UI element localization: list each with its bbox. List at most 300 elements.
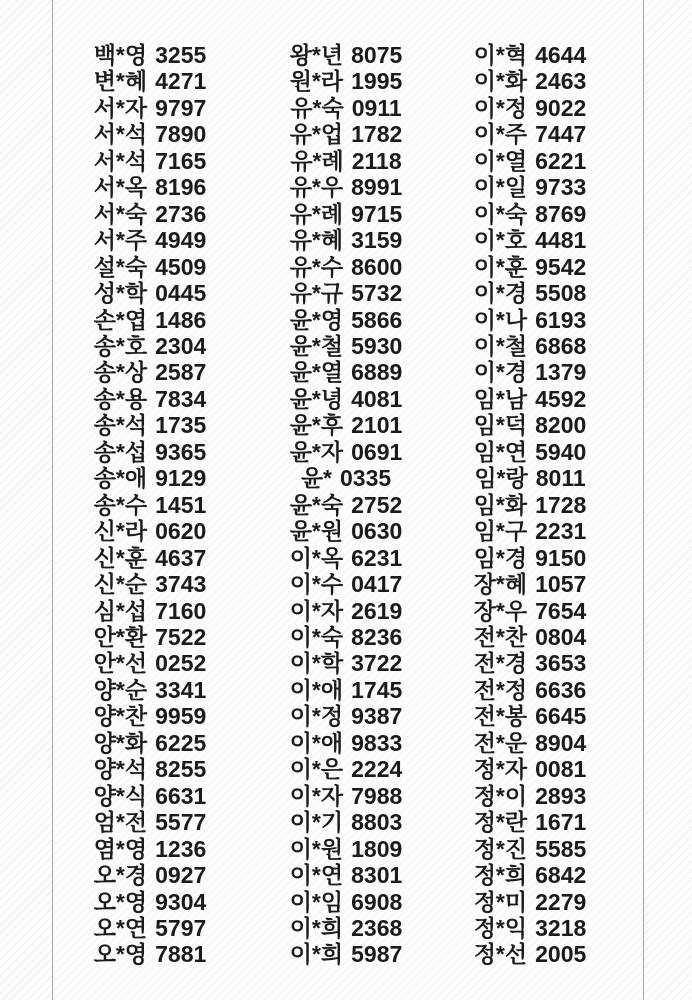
list-item: [60, 386, 240, 412]
masked-name: 정*선: [473, 941, 528, 968]
list-item: [256, 227, 436, 253]
list-item: [440, 95, 620, 121]
winner-number: 4949: [155, 227, 207, 254]
winner-number: 9797: [155, 94, 207, 121]
winner-number: 0417: [351, 571, 403, 598]
list-item: [256, 174, 436, 200]
masked-name: 이*화: [473, 68, 528, 95]
winner-number: 0911: [351, 94, 402, 121]
winner-number: 6631: [155, 782, 207, 809]
winner-number: 4271: [155, 68, 207, 95]
list-item: [256, 545, 436, 571]
masked-name: 전*봉: [473, 703, 528, 730]
masked-name: 서*주: [93, 227, 148, 254]
list-item: [256, 333, 436, 359]
list-item: [440, 201, 620, 227]
list-item: [440, 307, 620, 333]
list-item: [256, 677, 436, 703]
list-item: [256, 95, 436, 121]
list-item: [440, 650, 620, 676]
list-item: [256, 439, 436, 465]
masked-name: 윤*열: [289, 359, 344, 386]
winner-number: 2118: [351, 147, 402, 174]
winner-number: 4081: [351, 385, 403, 412]
list-item: [440, 756, 620, 782]
left-margin-texture: [0, 0, 52, 1000]
list-item: [256, 492, 436, 518]
winner-number: 6842: [535, 862, 587, 889]
masked-name: 임*화: [473, 491, 528, 518]
winner-number: 2224: [351, 756, 403, 783]
winner-number: 5577: [155, 809, 207, 836]
masked-name: 안*환: [93, 623, 148, 650]
list-item: [60, 412, 240, 438]
winner-number: 9387: [351, 703, 403, 730]
masked-name: 정*자: [473, 756, 528, 783]
masked-name: 안*선: [93, 650, 148, 677]
masked-name: 전*찬: [473, 623, 528, 650]
winner-number: 7160: [155, 597, 207, 624]
winner-number: 3722: [351, 650, 403, 677]
winner-number: 8236: [351, 623, 403, 650]
masked-name: 이*원: [289, 835, 344, 862]
masked-name: 유*업: [289, 121, 344, 148]
winners-column-3: [440, 42, 620, 968]
winner-number: 8600: [351, 253, 403, 280]
masked-name: 이*희: [289, 941, 344, 968]
list-item: [60, 703, 240, 729]
masked-name: 이*옥: [289, 544, 344, 571]
list-item: [256, 756, 436, 782]
list-item: [60, 95, 240, 121]
winner-number: 0804: [535, 623, 587, 650]
list-item: [60, 492, 240, 518]
list-item: [256, 254, 436, 280]
masked-name: 이*정: [289, 703, 344, 730]
winner-number: 6636: [535, 676, 587, 703]
winner-number: 8075: [351, 42, 403, 68]
masked-name: 오*영: [93, 888, 148, 915]
winner-number: 1486: [155, 306, 207, 333]
list-item: [60, 68, 240, 94]
list-item: [256, 783, 436, 809]
winner-number: 1809: [351, 835, 403, 862]
list-item: [440, 545, 620, 571]
masked-name: 이*경: [473, 280, 528, 307]
winner-number: 0691: [351, 438, 403, 465]
winner-number: 2368: [351, 914, 403, 941]
masked-name: 염*영: [93, 835, 148, 862]
masked-name: 윤*후: [289, 412, 344, 439]
list-item: [440, 862, 620, 888]
masked-name: 양*순: [93, 676, 148, 703]
list-item: [440, 492, 620, 518]
list-item: [60, 254, 240, 280]
winner-number: 1379: [535, 359, 587, 386]
masked-name: 유*수: [289, 253, 344, 280]
winner-number: 6225: [155, 729, 207, 756]
masked-name: 손*엽: [93, 306, 148, 333]
masked-name: 이*은: [289, 756, 344, 783]
masked-name: 원*라: [289, 68, 344, 95]
list-item: [256, 42, 436, 68]
list-item: [256, 836, 436, 862]
list-item: [256, 862, 436, 888]
masked-name: 신*라: [93, 518, 148, 545]
list-item: [440, 703, 620, 729]
winner-number: 6908: [351, 888, 403, 915]
masked-name: 윤*원: [289, 518, 344, 545]
masked-name: 정*이: [473, 782, 528, 809]
winner-number: 4509: [155, 253, 207, 280]
masked-name: 이*철: [473, 332, 528, 359]
masked-name: 전*정: [473, 676, 528, 703]
winner-number: 5508: [535, 280, 587, 307]
winner-number: 8196: [155, 174, 207, 201]
winner-number: 9833: [351, 729, 403, 756]
list-item: [440, 227, 620, 253]
winner-number: 3743: [155, 571, 207, 598]
list-item: [440, 280, 620, 306]
list-item: [60, 174, 240, 200]
masked-name: 양*식: [93, 782, 148, 809]
list-item: [440, 730, 620, 756]
list-item: [256, 571, 436, 597]
list-item: [256, 307, 436, 333]
masked-name: 성*학: [93, 280, 148, 307]
winners-column-1: [60, 42, 240, 968]
list-item: [440, 915, 620, 941]
list-item: [256, 280, 436, 306]
masked-name: 왕*년: [289, 42, 344, 68]
winner-number: 5940: [535, 438, 587, 465]
list-item: [440, 386, 620, 412]
list-item: [440, 42, 620, 68]
masked-name: 유*례: [289, 200, 344, 227]
list-item: [440, 836, 620, 862]
masked-name: 임*연: [473, 438, 528, 465]
list-item: [440, 809, 620, 835]
winner-number: 8301: [351, 862, 403, 889]
list-item: [60, 730, 240, 756]
list-item: [440, 941, 620, 967]
list-item: [440, 677, 620, 703]
list-item: [440, 889, 620, 915]
masked-name: 유*규: [289, 280, 344, 307]
masked-name: 이*일: [473, 174, 528, 201]
list-item: [256, 121, 436, 147]
winner-number: 6231: [351, 544, 403, 571]
winner-number: 1782: [351, 121, 403, 148]
list-item: [60, 862, 240, 888]
winner-number: 3159: [351, 227, 403, 254]
masked-name: 윤*자: [289, 438, 344, 465]
masked-name: 서*숙: [93, 200, 148, 227]
list-item: [60, 624, 240, 650]
masked-name: 양*화: [93, 729, 148, 756]
masked-name: 임*남: [473, 385, 528, 412]
masked-name: 이*자: [289, 597, 344, 624]
list-item: [256, 915, 436, 941]
winner-number: 5797: [155, 914, 207, 941]
winner-number: 7447: [535, 121, 587, 148]
masked-name: 송*용: [93, 385, 148, 412]
list-item: [60, 227, 240, 253]
masked-name: 임*덕: [473, 412, 528, 439]
winner-number: 8200: [535, 412, 587, 439]
winner-number: 9022: [535, 94, 587, 121]
masked-name: 정*란: [473, 809, 528, 836]
masked-name: 이*경: [473, 359, 528, 386]
winner-number: 7890: [155, 121, 207, 148]
winner-number: 8803: [351, 809, 403, 836]
list-item: [440, 624, 620, 650]
masked-name: 이*자: [289, 782, 344, 809]
winner-number: 7522: [155, 623, 207, 650]
winner-number: 6868: [535, 332, 587, 359]
masked-name: 이*숙: [473, 200, 528, 227]
winner-number: 7988: [351, 782, 403, 809]
winner-number: 2005: [535, 941, 587, 968]
winner-number: 0620: [155, 518, 207, 545]
masked-name: 유*우: [289, 174, 344, 201]
masked-name: 서*석: [93, 121, 148, 148]
masked-name: 이*정: [473, 94, 528, 121]
winner-number: 9542: [535, 253, 587, 280]
masked-name: 이*애: [289, 676, 344, 703]
winner-number: 8991: [351, 174, 403, 201]
list-item: [60, 121, 240, 147]
list-item: [256, 201, 436, 227]
winner-number: 1671: [535, 809, 587, 836]
masked-name: 오*경: [93, 862, 148, 889]
masked-name: 정*미: [473, 888, 528, 915]
list-item: [256, 148, 436, 174]
list-item: [60, 941, 240, 967]
masked-name: 이*수: [289, 571, 344, 598]
winner-number: 9150: [535, 544, 587, 571]
list-item: [60, 836, 240, 862]
winner-number: 5987: [351, 941, 403, 968]
winner-number: 1995: [351, 68, 403, 95]
masked-name: 윤*철: [289, 332, 344, 359]
winner-number: 2231: [535, 518, 587, 545]
winner-number: 1728: [535, 491, 587, 518]
masked-name: 임*랑: [474, 465, 528, 492]
winner-number: 0081: [535, 756, 587, 783]
list-item: [440, 571, 620, 597]
list-item: [256, 650, 436, 676]
masked-name: 이*호: [473, 227, 528, 254]
list-item: [60, 889, 240, 915]
winner-number: 2752: [351, 491, 403, 518]
masked-name: 임*구: [473, 518, 528, 545]
list-item: [256, 465, 436, 491]
list-item: [256, 624, 436, 650]
winner-number: 5866: [351, 306, 403, 333]
winner-number: 3341: [155, 676, 207, 703]
masked-name: 오*영: [93, 941, 148, 968]
list-item: [440, 333, 620, 359]
list-item: [440, 174, 620, 200]
masked-name: 이*열: [473, 147, 528, 174]
list-item: [256, 809, 436, 835]
masked-name: 윤*녕: [289, 385, 344, 412]
masked-name: 이*주: [473, 121, 528, 148]
list-item: [440, 439, 620, 465]
masked-name: 양*찬: [93, 703, 148, 730]
winner-number: 5732: [351, 280, 403, 307]
masked-name: 전*운: [473, 729, 528, 756]
masked-name: 송*수: [93, 491, 148, 518]
winner-number: 4592: [535, 385, 587, 412]
winner-number: 2279: [535, 888, 587, 915]
winner-number: 4637: [155, 544, 207, 571]
list-item: [60, 465, 240, 491]
masked-name: 윤*영: [289, 306, 344, 333]
masked-name: 변*혜: [93, 68, 148, 95]
list-item: [256, 518, 436, 544]
winner-number: 2101: [351, 412, 403, 439]
masked-name: 전*경: [473, 650, 528, 677]
list-item: [256, 412, 436, 438]
list-item: [256, 598, 436, 624]
winner-number: 7165: [155, 147, 207, 174]
masked-name: 정*진: [473, 835, 528, 862]
masked-name: 송*상: [93, 359, 148, 386]
masked-name: 임*경: [473, 544, 528, 571]
winner-number: 9733: [535, 174, 587, 201]
list-item: [60, 201, 240, 227]
masked-name: 신*순: [93, 571, 148, 598]
masked-name: 오*연: [93, 914, 148, 941]
list-item: [60, 915, 240, 941]
winner-number: 6645: [535, 703, 587, 730]
list-item: [60, 677, 240, 703]
winner-number: 3653: [535, 650, 587, 677]
masked-name: 장*혜: [473, 571, 528, 598]
winners-list: [53, 42, 643, 1000]
masked-name: 이*학: [289, 650, 344, 677]
masked-name: 이*숙: [289, 623, 344, 650]
list-item: [440, 598, 620, 624]
winner-number: 0445: [155, 280, 207, 307]
masked-name: 장*우: [473, 597, 528, 624]
list-item: [440, 148, 620, 174]
list-item: [440, 254, 620, 280]
masked-name: 정*익: [473, 914, 528, 941]
masked-name: 유*례: [290, 147, 344, 174]
list-item: [256, 386, 436, 412]
winner-number: 1451: [155, 491, 207, 518]
list-item: [60, 545, 240, 571]
winner-number: 2736: [155, 200, 207, 227]
masked-name: 양*석: [93, 756, 148, 783]
winner-number: 1057: [535, 571, 587, 598]
masked-name: 유*숙: [290, 94, 344, 121]
winner-number: 8011: [535, 465, 586, 492]
winner-number: 6193: [535, 306, 587, 333]
winner-number: 9365: [155, 438, 207, 465]
masked-name: 윤*숙: [289, 491, 344, 518]
list-item: [60, 783, 240, 809]
list-item: [60, 756, 240, 782]
masked-name: 이*기: [289, 809, 344, 836]
winner-number: 0927: [155, 862, 207, 889]
winner-number: 2587: [155, 359, 207, 386]
winner-number: 7881: [155, 941, 207, 968]
masked-name: 서*석: [93, 147, 148, 174]
list-item: [256, 730, 436, 756]
right-page-rule: [643, 0, 644, 1000]
masked-name: 엄*전: [93, 809, 148, 836]
masked-name: 송*애: [93, 465, 148, 492]
masked-name: 서*옥: [93, 174, 148, 201]
winner-number: 9715: [351, 200, 403, 227]
list-item: [60, 598, 240, 624]
winner-number: 9304: [155, 888, 207, 915]
list-item: [60, 518, 240, 544]
masked-name: 설*숙: [93, 253, 148, 280]
winner-number: 5585: [535, 835, 587, 862]
list-item: [60, 809, 240, 835]
winner-number: 8255: [155, 756, 207, 783]
winner-number: 3218: [535, 914, 587, 941]
list-item: [60, 148, 240, 174]
list-item: [440, 412, 620, 438]
list-item: [440, 68, 620, 94]
winner-number: 2304: [155, 332, 207, 359]
masked-name: 송*호: [93, 332, 148, 359]
list-item: [256, 359, 436, 385]
list-item: [440, 465, 620, 491]
masked-name: 이*연: [289, 862, 344, 889]
masked-name: 윤*: [300, 465, 332, 492]
masked-name: 이*애: [289, 729, 344, 756]
right-margin-texture: [644, 0, 692, 1000]
winner-number: 6889: [351, 359, 403, 386]
masked-name: 이*훈: [473, 253, 528, 280]
list-item: [60, 307, 240, 333]
winner-number: 1236: [155, 835, 207, 862]
winner-number: 7654: [535, 597, 587, 624]
winner-number: 1735: [155, 412, 207, 439]
winner-number: 4644: [535, 42, 587, 68]
winner-number: 6221: [535, 147, 587, 174]
winner-number: 4481: [535, 227, 587, 254]
masked-name: 정*희: [473, 862, 528, 889]
winner-number: 8904: [535, 729, 587, 756]
list-item: [60, 280, 240, 306]
list-item: [256, 68, 436, 94]
list-item: [60, 359, 240, 385]
winner-number: 3255: [155, 42, 207, 68]
list-item: [440, 359, 620, 385]
list-item: [60, 333, 240, 359]
list-item: [60, 571, 240, 597]
masked-name: 서*자: [93, 94, 148, 121]
masked-name: 송*섭: [93, 438, 148, 465]
winner-number: 5930: [351, 332, 403, 359]
masked-name: 유*혜: [289, 227, 344, 254]
winner-number: 0630: [351, 518, 403, 545]
masked-name: 신*훈: [93, 544, 148, 571]
list-item: [256, 703, 436, 729]
list-item: [256, 941, 436, 967]
winner-number: 0335: [340, 465, 392, 492]
winners-column-2: [256, 42, 436, 968]
list-item: [440, 783, 620, 809]
